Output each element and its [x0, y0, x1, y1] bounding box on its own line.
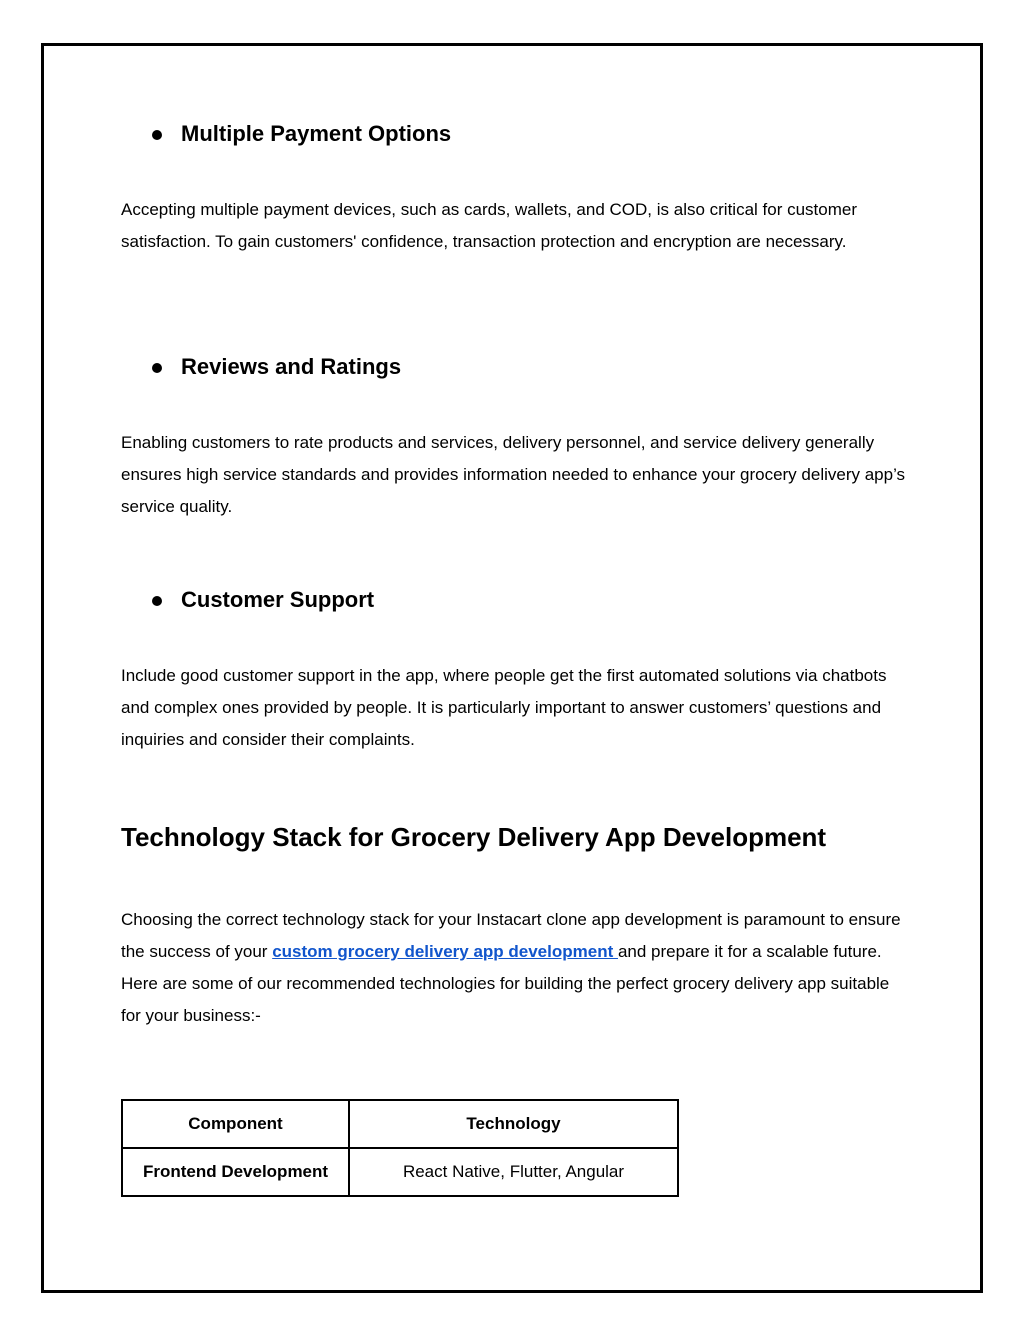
table-header-component: Component [122, 1100, 349, 1148]
table-header-row [122, 1100, 678, 1148]
section-paragraph-reviews: Enabling customers to rate products and services, delivery personnel, and service delivery generally ensures high service standards and provides information needed to enhance your grocery delivery app’s service quality. [121, 433, 906, 516]
intro-text-before-link: Choosing the correct technology stack for your Instacart clone app development is paramount to ensure the success of your [121, 910, 901, 961]
table-row [122, 1148, 678, 1196]
section-heading-text: Customer Support [181, 587, 375, 612]
section-paragraph-support: Include good customer support in the app, where people get the first automated solutions via chatbots and complex ones provided by people. It is particularly important to answer customers’ questions and inquiries and consider their complaints. [121, 666, 887, 749]
tech-stack-title: Technology Stack for Grocery Delivery App Development [121, 822, 827, 852]
tech-stack-intro [121, 904, 911, 1032]
intro-text-after-link: and prepare it for a scalable future. Here are some of our recommended technologies for building the perfect grocery delivery app suitable for your business:- [121, 942, 890, 1025]
custom-grocery-app-link[interactable]: custom grocery delivery app development [272, 942, 618, 961]
table-header-technology: Technology [349, 1100, 678, 1148]
table-cell-technology: React Native, Flutter, Angular [349, 1148, 678, 1196]
bullet-icon [152, 363, 162, 373]
section-heading-text: Reviews and Ratings [181, 354, 402, 379]
section-heading-support [152, 587, 374, 613]
table-cell-component: Frontend Development [122, 1148, 349, 1196]
section-heading-payment [152, 121, 451, 147]
bullet-icon [152, 130, 162, 140]
section-heading-reviews [152, 354, 401, 380]
technology-table [121, 1099, 679, 1197]
bullet-icon [152, 596, 162, 606]
section-heading-text: Multiple Payment Options [181, 121, 452, 146]
section-paragraph-payment: Accepting multiple payment devices, such as cards, wallets, and COD, is also critical for customer satisfaction. To gain customers' confidence, transaction protection and encryption are necessary. [121, 200, 858, 251]
